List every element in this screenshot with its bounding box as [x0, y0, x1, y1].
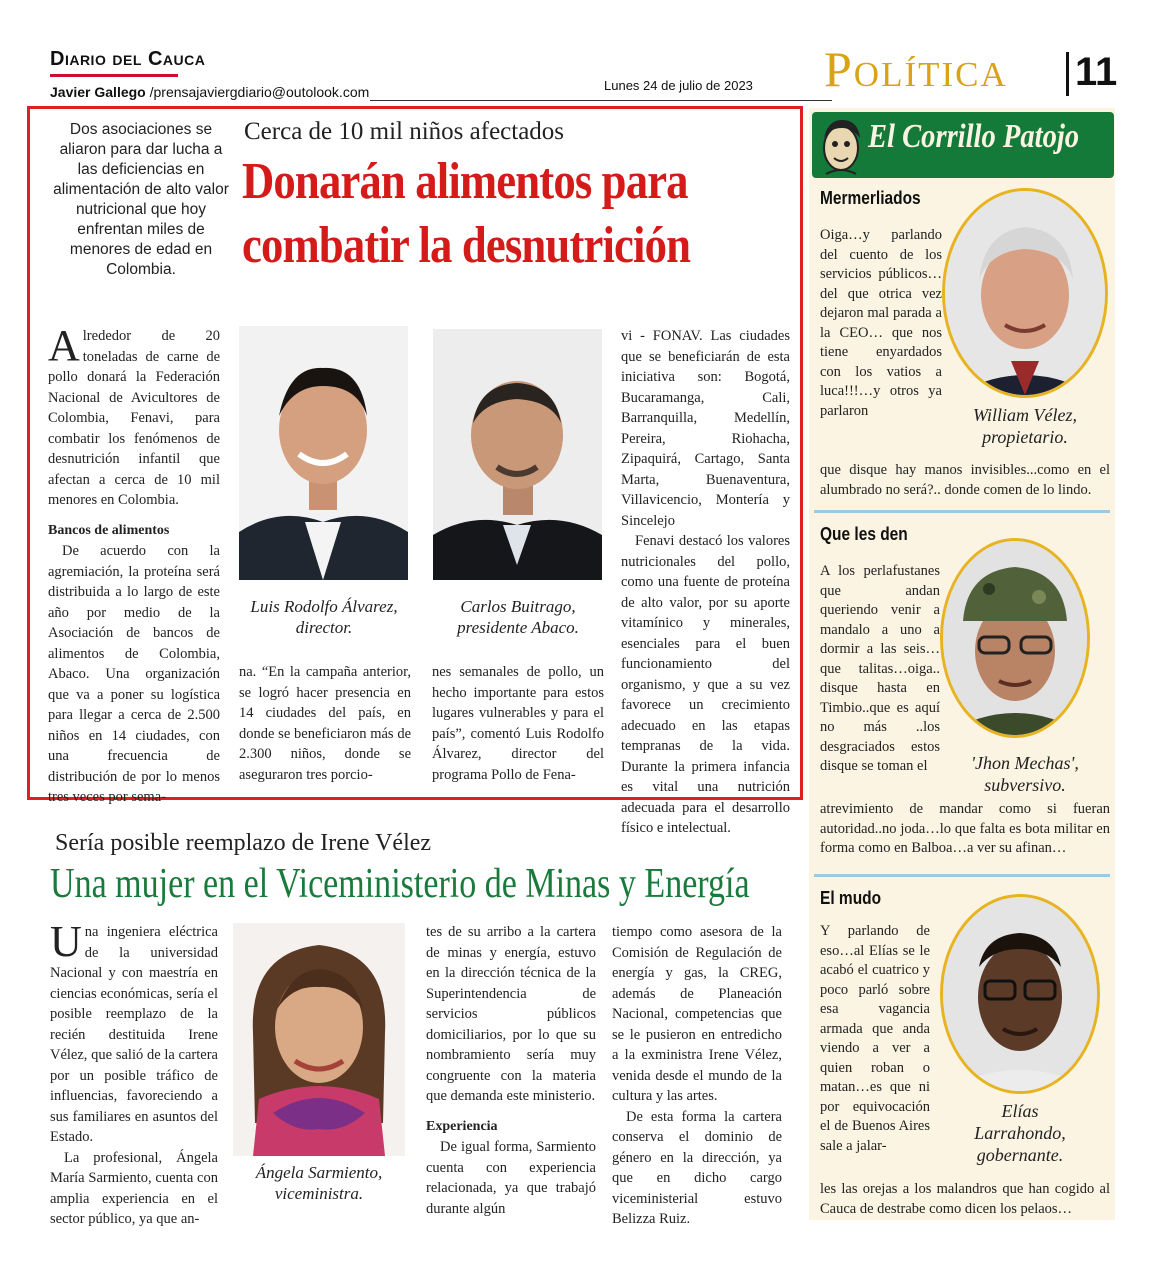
caption-jhon-mechas: [950, 752, 1100, 796]
second-column-3: [612, 922, 782, 1230]
caption-luis-rodolfo-alvarez: [232, 596, 416, 638]
lead-paragraph-6: Fenavi destacó los valores nutricionales del pollo, como una fuente de proteína de alto valor, por su aporte vitamínico y minerales, esenciales para el buen funcionamiento del organismo, y que a su vez favorece un crecimiento adecuado en las etapas tempranas de la vida. Durante la primera infancia es vital una nutrición adecuada para el desarrollo físico e intelectual.: [621, 533, 790, 836]
lead-headline-line1: Donarán alimentos para: [242, 153, 688, 210]
second-paragraph-1: na ingeniera eléctrica de la universidad Nacional y con maestría en ciencias económicas, sería el posible reemplazo de la recién destituida Irene Vélez, que salió de la cartera por un posible tráfico de influencias, favoreciendo a sus familiares en asuntos del Estado.: [50, 924, 218, 1145]
drop-cap: U: [50, 917, 82, 966]
drop-cap: A: [48, 321, 80, 370]
second-paragraph-2: La profesional, Ángela María Sarmiento, cuenta con amplia experiencia en el sector público, ya que an-: [50, 1149, 218, 1227]
portrait-carlos-buitrago: [433, 329, 602, 580]
caption-line: subversivo.: [984, 775, 1066, 795]
lead-kicker: Cerca de 10 mil niños afectados: [244, 118, 565, 145]
second-headline: Una mujer en el Viceministerio de Minas y Energía: [50, 861, 750, 907]
second-subhead: Experiencia: [426, 1118, 498, 1134]
paper-name: Diario del Cauca: [50, 48, 206, 70]
lead-paragraph-3: na. “En la campaña anterior, se logró hacer presencia en 14 ciudades del país, en donde se beneficiaron más de 2.300 niños, donde se aseguraron tres porcio-: [239, 664, 411, 783]
caption-line: Luis Rodolfo Álvarez,: [250, 597, 398, 616]
lead-column-2: [239, 662, 411, 785]
page-number-bar: [1066, 52, 1069, 96]
lead-deck: Dos asociaciones se aliaron para dar lucha a las deficiencias en alimentación de alto valor nutricional que hoy enfrentan miles de menores de edad en Colombia.: [53, 121, 229, 278]
author-email: /prensajaviergdiario@outolook.com: [149, 84, 370, 100]
caption-elias-larrahondo: [945, 1100, 1095, 1166]
caption-line: Larrahondo,: [974, 1123, 1066, 1143]
corrillo-item-2-title: Que les den: [820, 524, 908, 544]
corrillo-item-2-text-wide: atrevimiento de mandar como si fueran autoridad..no joda…lo que falta es bota militar en forma como en Balboa…a ver su afinan…: [820, 801, 1110, 856]
masthead: [0, 0, 1165, 110]
page-number: 11: [1075, 50, 1118, 94]
section-name: Política: [824, 41, 1008, 97]
lead-paragraph-5: vi - FONAV. Las ciudades que se beneficiarán de esta iniciativa son: Bogotá, Bucaramanga, Cali, Barranquilla, Medellín, Pereira, Riohacha, Zipaquirá, Cartago, Santa Marta, Buenaventura, Villavicencio, Montería y Sincelejo: [621, 328, 790, 529]
lead-paragraph-4: nes semanales de pollo, un hecho importante para estos lugares vulnerables y para el país”, comentó Luis Rodolfo Álvarez, director del programa Pollo de Fena-: [432, 664, 604, 783]
author-name: Javier Gallego: [50, 84, 146, 100]
corrillo-title: El Corrillo Patojo: [868, 118, 1080, 155]
corrillo-item-3-text-wide: les las orejas a los malandros que han cogido al Cauca de destrabe como dicen los pelaos…: [820, 1181, 1110, 1217]
header-rule: [370, 100, 832, 101]
second-column-1: [50, 917, 218, 1230]
lead-column-1: [48, 321, 220, 808]
sidebar-divider: [814, 874, 1110, 877]
author-line: [50, 84, 369, 100]
portrait-jhon-mechas: [940, 538, 1090, 738]
second-paragraph-6: De esta forma la cartera conserva el dominio de género en la dirección, ya que en dicho cargo viceministerial estuvo Belizza Ruiz.: [612, 1108, 782, 1227]
caption-line: Carlos Buitrago,: [460, 597, 576, 616]
issue-date: Lunes 24 de julio de 2023: [604, 78, 753, 93]
lead-column-3: [432, 662, 604, 785]
corrillo-item-3-text: Y parlando de eso…al Elías se le acabó el cuatrico y poco parló sobre esa vagancia armada que anda viendo a ver a quien roban o matan…es que ni por equivocación el de Buenos Aires sale a jalar-: [820, 923, 930, 1154]
portrait-elias-larrahondo: [940, 894, 1100, 1094]
lead-subhead: Bancos de alimentos: [48, 522, 170, 538]
caption-angela-sarmiento: [228, 1162, 410, 1204]
caricature-icon: [816, 114, 866, 178]
corrillo-item-1-title: Mermerliados: [820, 188, 921, 208]
caption-line: Ángela Sarmiento,: [255, 1163, 383, 1182]
second-paragraph-4: De igual forma, Sarmiento cuenta con experiencia relacionada, ya que trabajó durante algún: [426, 1139, 596, 1217]
second-paragraph-3: tes de su arribo a la cartera de minas y energía, estuvo en la dirección técnica de la Superintendencia de servicios públicos domiciliarios, por lo que su nombramiento sería muy congruente con la materia que demanda este ministerio.: [426, 924, 596, 1104]
caption-line: William Vélez,: [973, 405, 1077, 425]
caption-carlos-buitrago: [428, 596, 608, 638]
caption-line: propietario.: [982, 427, 1068, 447]
second-kicker: Sería posible reemplazo de Irene Vélez: [55, 830, 432, 856]
portrait-angela-sarmiento: [233, 923, 405, 1156]
lead-headline: [242, 150, 724, 278]
caption-line: viceministra.: [274, 1184, 364, 1203]
portrait-william-velez: [942, 188, 1108, 398]
paper-name-rule: [50, 74, 178, 77]
caption-line: 'Jhon Mechas',: [971, 753, 1079, 773]
caption-line: presidente Abaco.: [457, 618, 579, 637]
caption-line: director.: [295, 618, 353, 637]
lead-paragraph-2: De acuerdo con la agremiación, la proteína será distribuida a lo largo de este año por medio de la Asociación de bancos de alimentos de Colombia, Abaco. Una organización que va a poner su logística para llegar a cerca de 2.500 niños en 14 ciudades, con una frecuencia de distribución de por lo menos tres veces por sema-: [48, 543, 220, 805]
corrillo-item-1-text: Oiga…y parlando del cuento de los servicios públicos…del que otrica vez dejaron mal parada a la CEO… que nos tiene enyardados con los vatios a luca!!!…y otros ya parlaron: [820, 227, 942, 419]
portrait-luis-rodolfo-alvarez: [239, 326, 408, 580]
second-paragraph-5: tiempo como asesora de la Comisión de Regulación de energía y gas, la CREG, además de Planeación Nacional, competencias que se le pusieron en entredicho a la exministra Irene Vélez, venida desde el mundo de la cultura y las artes.: [612, 924, 782, 1104]
lead-paragraph-1: lrededor de 20 toneladas de carne de pollo donará la Federación Nacional de Avicultores de Colombia, Fenavi, para combatir los fenómenos de desnutrición infantil que afectan a cerca de 10 mil menores en Colombia.: [48, 328, 220, 508]
caption-william-velez: [945, 404, 1105, 448]
corrillo-item-2-text: A los perlafustanes que andan queriendo venir a mandalo a uno a dormir a las seis…que talitas…oiga.. disque hasta en Timbio..que es aquí no más ..los desgraciados estos disque se toman el: [820, 563, 940, 774]
sidebar-divider: [814, 510, 1110, 513]
lead-headline-line2: combatir la desnutrición: [242, 217, 691, 274]
second-column-2: [426, 922, 596, 1219]
caption-line: Elías: [1001, 1101, 1039, 1121]
corrillo-item-1-text-wide: que disque hay manos invisibles...como en el alumbrado no será?.. donde comen de lo lindo.: [820, 462, 1110, 498]
lead-column-4: [621, 326, 790, 839]
caption-line: gobernante.: [976, 1145, 1064, 1165]
corrillo-item-3-title: El mudo: [820, 888, 882, 908]
